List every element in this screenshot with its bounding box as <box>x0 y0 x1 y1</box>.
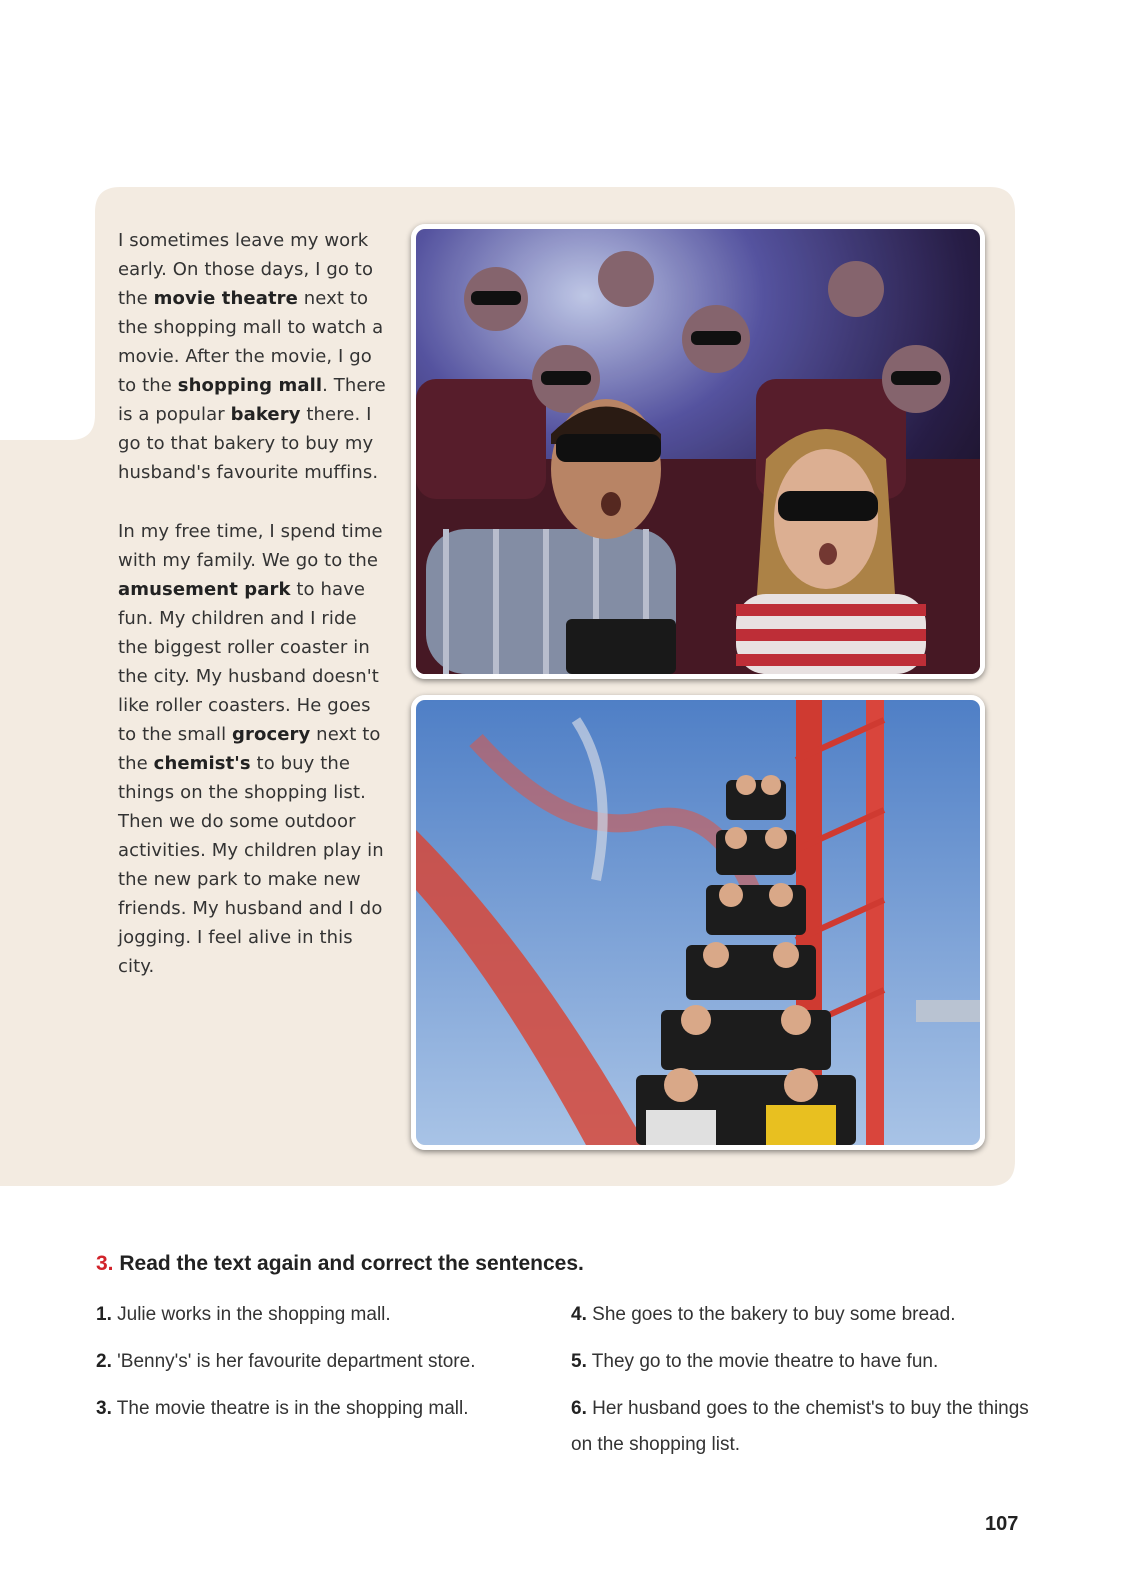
sentence-text: Julie works in the shopping mall. <box>117 1304 391 1325</box>
sentence-text: She goes to the bakery to buy some bread. <box>592 1304 956 1325</box>
story-paragraph-2 <box>118 517 388 981</box>
sentence-text: They go to the movie theatre to have fun. <box>591 1351 939 1372</box>
sentence-item <box>96 1303 566 1327</box>
sentence-number: 1. <box>96 1304 112 1325</box>
keyword-grocery: grocery <box>232 724 311 745</box>
keyword-bakery: bakery <box>230 404 301 425</box>
story-text-run: to have fun. My children and I ride the biggest roller coaster in the city. My husband doesn't like roller coasters. He goes to the small <box>118 579 379 745</box>
exercise-heading <box>96 1252 584 1276</box>
roller-coaster-illustration <box>416 700 980 1145</box>
sentences-left-column <box>96 1303 566 1444</box>
sentence-item <box>571 1391 1051 1463</box>
story-paragraph-1 <box>118 226 388 487</box>
story-text-run: . There is a popular <box>118 375 386 425</box>
sentence-item <box>96 1350 566 1374</box>
sentences-right-column <box>571 1303 1051 1486</box>
sentence-number: 4. <box>571 1304 587 1325</box>
keyword-chemists: chemist's <box>153 753 251 774</box>
cinema-audience-photo <box>411 224 985 679</box>
sentence-number: 6. <box>571 1398 587 1419</box>
story-text-run: there. I go to that bakery to buy my husband's favourite muffins. <box>118 404 379 483</box>
keyword-shopping-mall: shopping mall <box>177 375 323 396</box>
sentence-text: 'Benny's' is her favourite department store. <box>117 1351 476 1372</box>
cinema-illustration <box>416 229 980 674</box>
keyword-amusement-park: amusement park <box>118 579 291 600</box>
story-text-run: next to the shopping mall to watch a movie. After the movie, I go to the <box>118 288 384 396</box>
story-text <box>118 226 388 1011</box>
story-text-run: In my free time, I spend time with my family. We go to the <box>118 521 383 571</box>
keyword-movie-theatre: movie theatre <box>153 288 298 309</box>
sentence-number: 5. <box>571 1351 587 1372</box>
story-text-run: to buy the things on the shopping list. Then we do some outdoor activities. My children play in the new park to make new friends. My husband and I do jogging. I feel alive in this city. <box>118 753 384 977</box>
sentence-text: The movie theatre is in the shopping mall. <box>116 1398 469 1419</box>
exercise-number: 3. <box>96 1252 114 1275</box>
story-text-run: next to the <box>118 724 381 774</box>
sentence-number: 3. <box>96 1398 112 1419</box>
sentence-item <box>571 1350 1051 1374</box>
page-number: 107 <box>985 1513 1019 1535</box>
sentence-item <box>571 1303 1051 1327</box>
sentence-number: 2. <box>96 1351 112 1372</box>
roller-coaster-photo <box>411 695 985 1150</box>
exercise-title: Read the text again and correct the sentences. <box>119 1252 584 1275</box>
sentence-item <box>96 1397 566 1421</box>
story-text-run: I sometimes leave my work early. On those days, I go to the <box>118 230 374 309</box>
sentence-text: Her husband goes to the chemist's to buy the things on the shopping list. <box>571 1398 1029 1455</box>
